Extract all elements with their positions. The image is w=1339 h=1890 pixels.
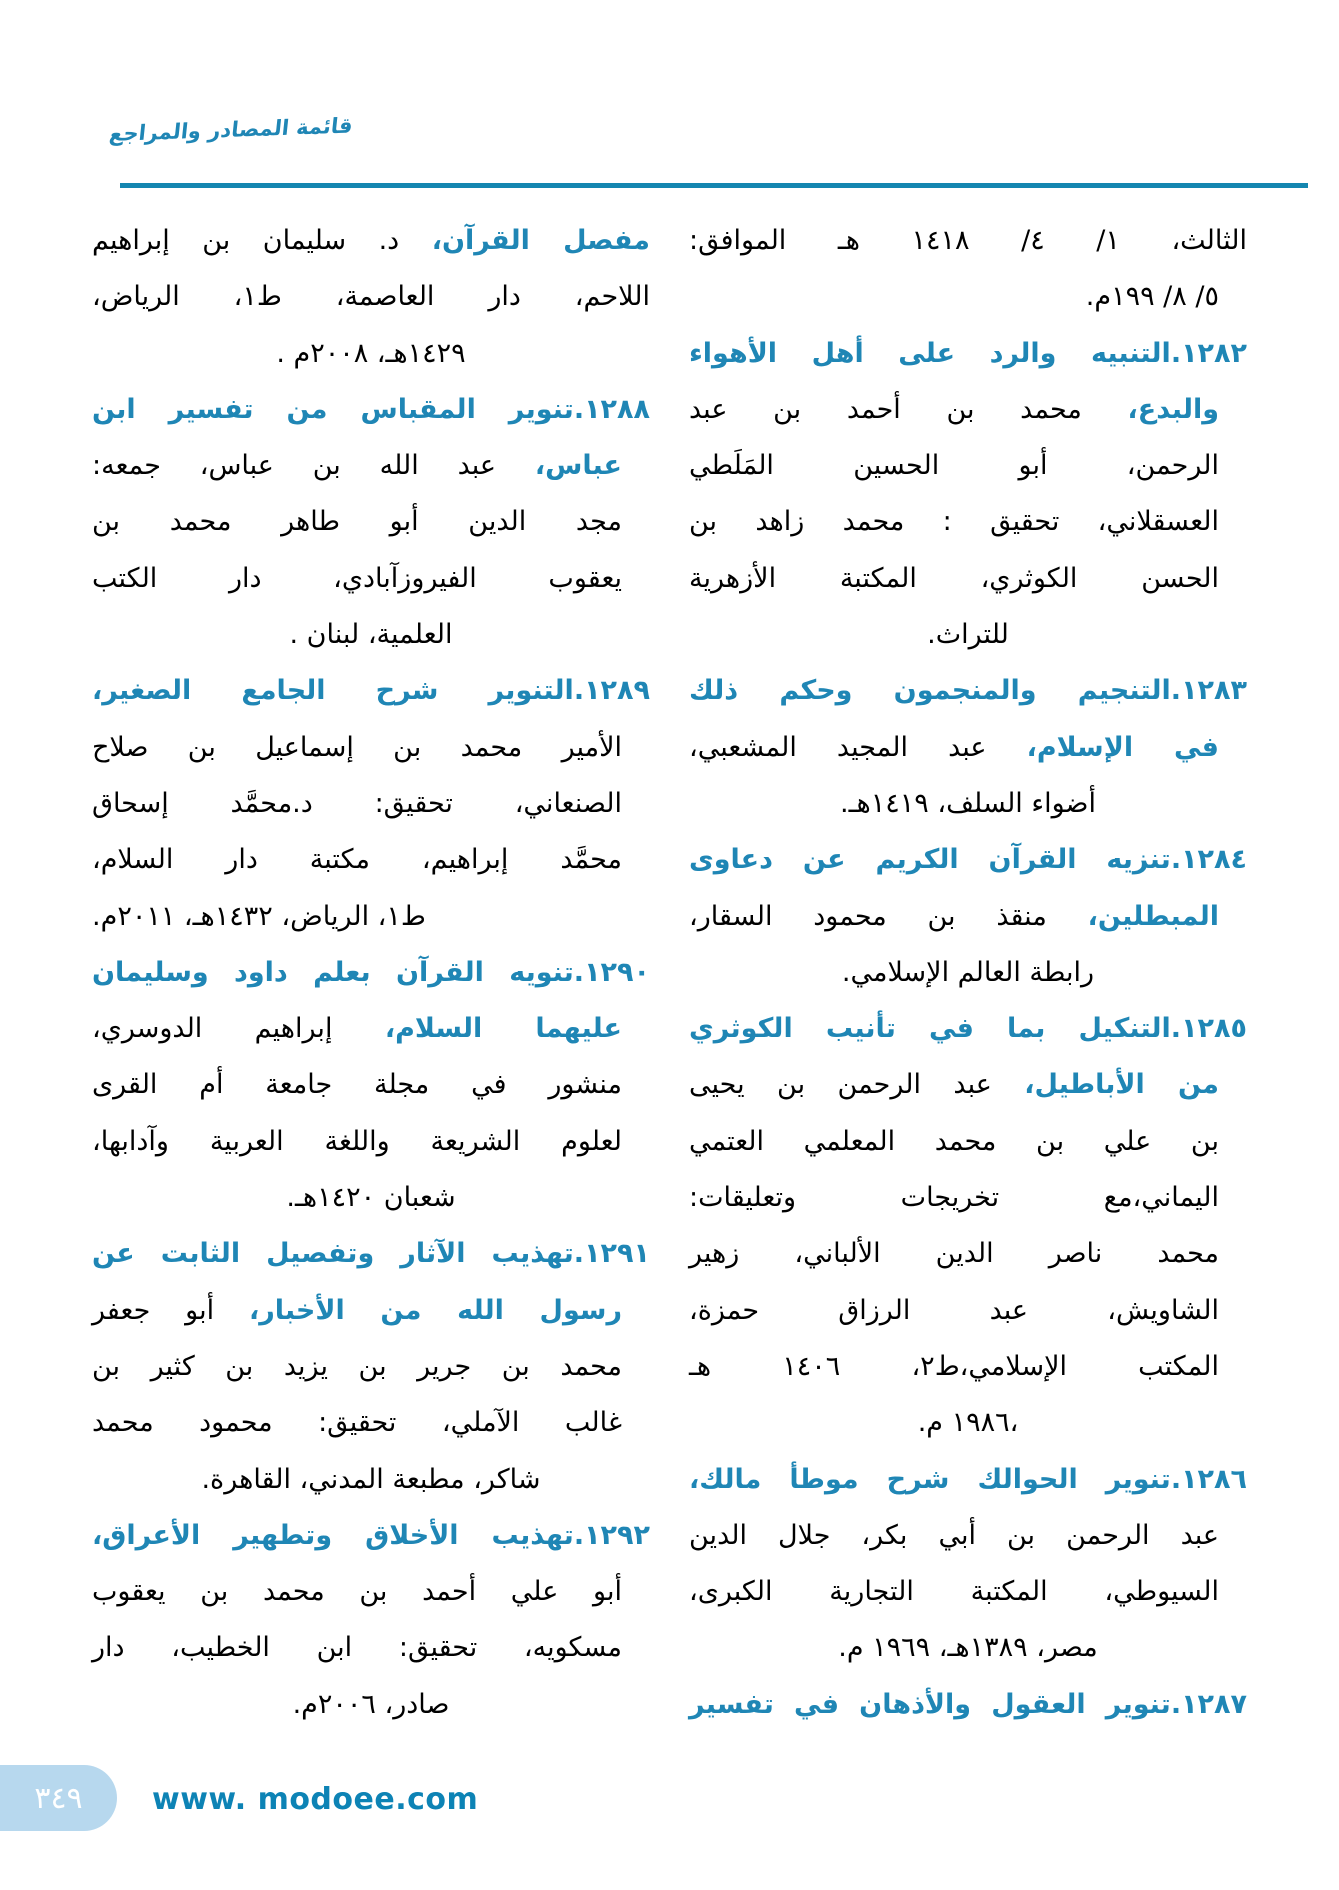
reference-body-text: المكتب الإسلامي،ط٢، ١٤٠٦ هـ <box>689 1350 1220 1382</box>
reference-line <box>92 607 650 663</box>
reference-line <box>689 326 1247 382</box>
reference-body-text: محمد ناصر الدين الألباني، زهير <box>689 1238 1219 1270</box>
reference-line <box>689 607 1247 663</box>
reference-body-text: أضواء السلف، ١٤١٩هـ. <box>840 787 1096 819</box>
reference-line <box>689 720 1247 776</box>
reference-line <box>92 1339 650 1395</box>
header-rule <box>120 183 1308 188</box>
reference-line <box>689 1114 1247 1170</box>
reference-line <box>92 213 650 269</box>
reference-line <box>92 494 650 550</box>
reference-title-text: ١٢٨٣.التنجيم والمنجمون وحكم ذلك <box>689 675 1247 707</box>
reference-body-text: د. سليمان بن إبراهيم <box>92 225 432 256</box>
reference-line <box>92 663 650 719</box>
reference-line <box>689 382 1247 438</box>
reference-line <box>92 1677 650 1733</box>
reference-title-text: رسول الله من الأخبار، <box>248 1294 623 1326</box>
reference-title-text: ١٢٨٨.تنوير المقباس من تفسير ابن <box>92 393 650 425</box>
reference-line <box>92 551 650 607</box>
reference-line <box>92 1170 650 1226</box>
reference-body-text: عبد الله بن عباس، جمعه: <box>92 450 535 482</box>
reference-body-text: ١٤٢٩هـ، ٢٠٠٨م . <box>276 337 466 369</box>
reference-title-text: ١٢٨٦.تنوير الحوالك شرح موطأ مالك، <box>689 1463 1247 1495</box>
reference-body-text: مصر، ١٣٨٩هـ، ١٩٦٩ م. <box>838 1632 1098 1664</box>
reference-body-text: الأمير محمد بن إسماعيل بن صلاح <box>92 731 622 763</box>
reference-line <box>92 269 650 325</box>
reference-line <box>92 1114 650 1170</box>
reference-line <box>689 1057 1247 1113</box>
reference-line <box>689 663 1247 719</box>
reference-line <box>689 1620 1247 1676</box>
reference-body-text: الشاويش، عبد الرزاق حمزة، <box>689 1294 1219 1326</box>
reference-title-text: عباس، <box>534 450 622 482</box>
reference-title-text: مفصل القرآن، <box>431 225 651 256</box>
references-column-right <box>689 213 1247 1733</box>
reference-title-text: ١٢٨٢.التنبيه والرد على أهل الأهواء <box>689 337 1247 369</box>
reference-body-text: محمَّد إبراهيم، مكتبة دار السلام، <box>92 844 622 876</box>
reference-line <box>689 551 1247 607</box>
reference-line <box>689 269 1247 325</box>
reference-body-text: منقذ بن محمود السقار، <box>689 900 1088 932</box>
reference-line <box>92 889 650 945</box>
reference-line <box>92 1226 650 1282</box>
reference-line <box>689 438 1247 494</box>
page-number-badge <box>0 1765 117 1831</box>
reference-title-text: ١٢٨٤.تنزيه القرآن الكريم عن دعاوى <box>689 844 1247 876</box>
reference-body-text: الصنعاني، تحقيق: د.محمَّد إسحاق <box>92 787 622 819</box>
references-column-left <box>92 213 650 1733</box>
reference-line <box>689 1226 1247 1282</box>
reference-body-text: محمد بن جرير بن يزيد بن كثير بن <box>92 1350 622 1382</box>
reference-line <box>92 1452 650 1508</box>
reference-title-text: ١٢٨٩.التنوير شرح الجامع الصغير، <box>92 675 650 707</box>
reference-body-text: ط١، الرياض، ١٤٣٢هـ، ٢٠١١م. <box>92 900 426 932</box>
reference-body-text: لعلوم الشريعة واللغة العربية وآدابها، <box>92 1125 622 1157</box>
reference-line <box>92 945 650 1001</box>
reference-line <box>689 832 1247 888</box>
reference-body-text: منشور في مجلة جامعة أم القرى <box>92 1069 622 1101</box>
reference-body-text: عبد المجيد المشعبي، <box>689 731 1027 763</box>
reference-title-text: من الأباطيل، <box>1024 1069 1220 1101</box>
reference-line <box>92 1564 650 1620</box>
reference-body-text: عبد الرحمن بن أبي بكر، جلال الدين <box>689 1519 1219 1551</box>
reference-line <box>92 1508 650 1564</box>
reference-body-text: ٥/ ٨/ ١٩٩م. <box>1085 281 1219 313</box>
reference-body-text: يعقوب الفيروزآبادي، دار الكتب <box>92 562 622 594</box>
reference-body-text: شاكر، مطبعة المدني، القاهرة. <box>201 1463 541 1495</box>
website-url: www. modoee.com <box>152 1782 479 1817</box>
reference-line <box>92 720 650 776</box>
reference-title-text: المبطلين، <box>1087 900 1219 932</box>
reference-body-text: العلمية، لبنان . <box>289 619 453 651</box>
reference-title-text: ١٢٩٢.تهذيب الأخلاق وتطهير الأعراق، <box>92 1519 650 1551</box>
reference-line <box>689 945 1247 1001</box>
reference-title-text: ١٢٩٠.تنويه القرآن بعلم داود وسليمان <box>92 956 650 988</box>
reference-body-text: الرحمن، أبو الحسين المَلَطي <box>689 450 1219 482</box>
reference-body-text: عبد الرحمن بن يحيى <box>689 1069 1025 1101</box>
reference-line <box>689 1283 1247 1339</box>
reference-line <box>689 776 1247 832</box>
reference-body-text: السيوطي، المكتبة التجارية الكبرى، <box>689 1576 1219 1608</box>
reference-body-text: إبراهيم الدوسري، <box>92 1013 385 1045</box>
reference-line <box>92 832 650 888</box>
reference-line <box>689 1339 1247 1395</box>
reference-line <box>689 889 1247 945</box>
reference-body-text: اللاحم، دار العاصمة، ط١، الرياض، <box>92 281 650 313</box>
reference-body-text: غالب الآملي، تحقيق: محمود محمد <box>92 1407 622 1439</box>
reference-line <box>689 1564 1247 1620</box>
reference-body-text: اليماني،مع تخريجات وتعليقات: <box>689 1182 1219 1214</box>
reference-line <box>92 1283 650 1339</box>
reference-body-text: محمد بن أحمد بن عبد <box>689 393 1128 425</box>
reference-body-text: الثالث، ١/ ٤/ ١٤١٨ هـ الموافق: <box>689 225 1248 256</box>
reference-line <box>92 382 650 438</box>
reference-body-text: صادر، ٢٠٠٦م. <box>292 1688 450 1720</box>
reference-body-text: مجد الدين أبو طاهر محمد بن <box>92 506 622 538</box>
reference-body-text: أبو جعفر <box>92 1294 249 1326</box>
reference-line <box>92 776 650 832</box>
reference-body-text: ،١٩٨٦ م. <box>917 1407 1019 1439</box>
reference-title-text: والبدع، <box>1127 393 1219 425</box>
reference-line <box>92 1395 650 1451</box>
reference-line <box>92 1057 650 1113</box>
page-number: ٣٤٩ <box>34 1780 83 1816</box>
reference-body-text: مسكويه، تحقيق: ابن الخطيب، دار <box>92 1632 622 1664</box>
reference-body-text: أبو علي أحمد بن محمد بن يعقوب <box>92 1576 622 1608</box>
reference-body-text: الحسن الكوثري، المكتبة الأزهرية <box>689 562 1219 594</box>
reference-line <box>689 1677 1247 1733</box>
reference-title-text: ١٢٨٥.التنكيل بما في تأنيب الكوثري <box>689 1013 1247 1045</box>
page-header-title: قائمة المصادر والمراجع <box>108 113 354 146</box>
reference-title-text: ١٢٨٧.تنوير العقول والأذهان في تفسير <box>689 1688 1247 1720</box>
reference-line <box>689 213 1247 269</box>
reference-line <box>92 1001 650 1057</box>
reference-line <box>92 326 650 382</box>
reference-line <box>92 1620 650 1676</box>
reference-body-text: رابطة العالم الإسلامي. <box>841 956 1095 988</box>
reference-body-text: للتراث. <box>927 619 1009 651</box>
reference-line <box>689 1452 1247 1508</box>
reference-body-text: العسقلاني، تحقيق : محمد زاهد بن <box>689 506 1219 538</box>
reference-title-text: ١٢٩١.تهذيب الآثار وتفصيل الثابت عن <box>92 1238 650 1270</box>
reference-line <box>689 1508 1247 1564</box>
reference-line <box>689 1001 1247 1057</box>
reference-body-text: بن علي بن محمد المعلمي العتمي <box>689 1125 1219 1157</box>
reference-body-text: شعبان ١٤٢٠هـ. <box>286 1182 456 1214</box>
reference-line <box>689 494 1247 550</box>
reference-title-text: في الإسلام، <box>1026 731 1219 763</box>
reference-line <box>689 1170 1247 1226</box>
reference-title-text: عليهما السلام، <box>384 1013 622 1045</box>
reference-line <box>92 438 650 494</box>
reference-line <box>689 1395 1247 1451</box>
